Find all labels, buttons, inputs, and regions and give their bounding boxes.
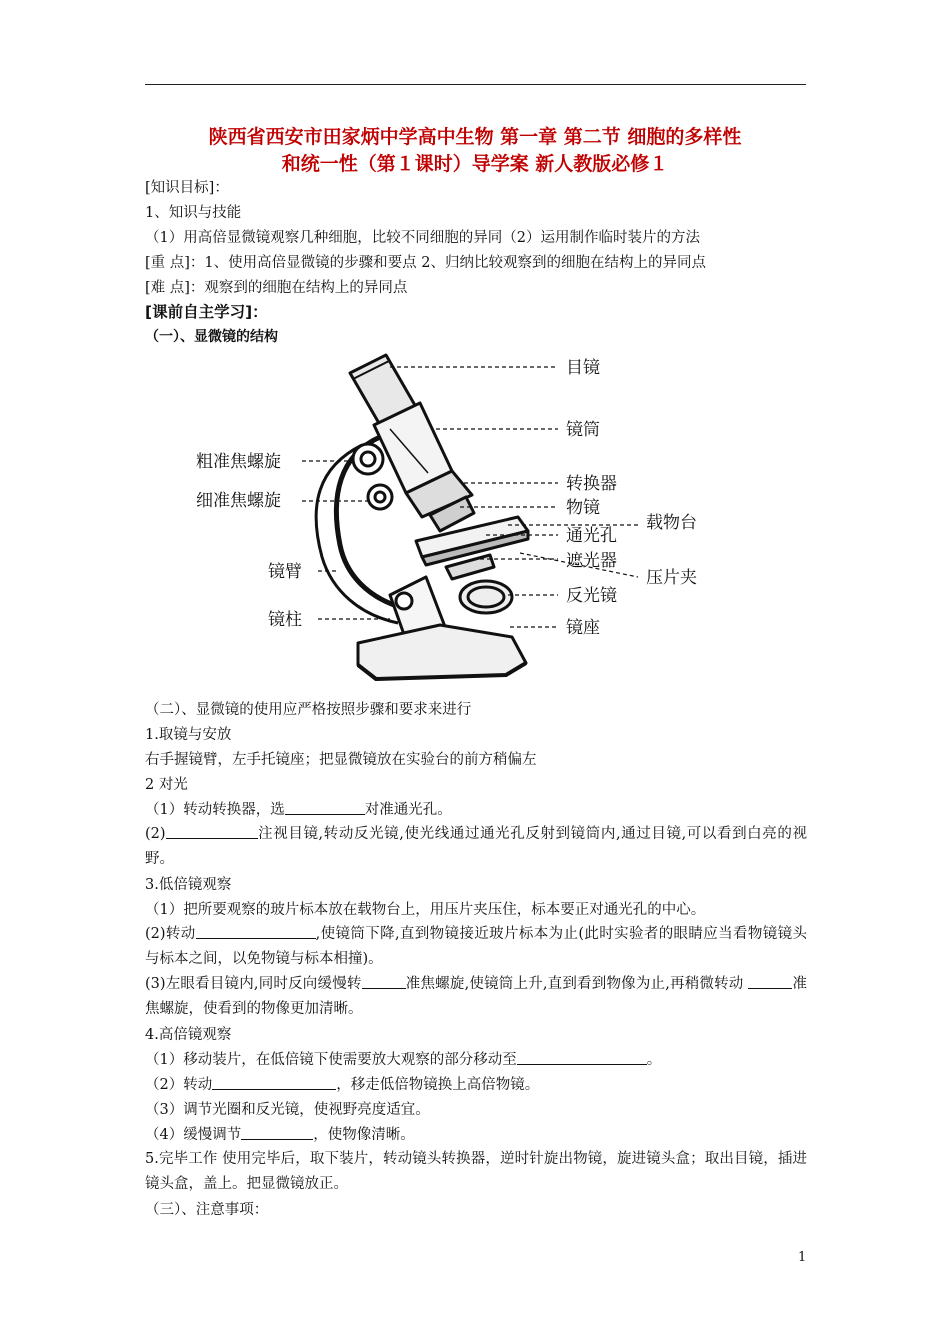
- fill-blank: [166, 824, 258, 839]
- knowledge-objectives-header: [知识目标]：: [145, 180, 229, 196]
- fill-blank: [362, 974, 406, 989]
- document-title-line-1: 陕西省西安市田家炳中学高中生物 第一章 第二节 细胞的多样性: [208, 126, 742, 148]
- document-title-line-2: 和统一性（第１课时）导学案 新人教版必修１: [281, 153, 669, 175]
- label-aperture: 通光孔: [566, 526, 617, 546]
- fill-blank: [285, 800, 365, 815]
- step4-item-2: （2）转动 ，移走低倍物镜换上高倍物镜。: [145, 1077, 540, 1093]
- skills-header: 1、知识与技能: [145, 205, 242, 221]
- step2-item-1: （1）转动转换器，选 对准通光孔。: [145, 802, 452, 818]
- label-arm: 镜臂: [268, 562, 302, 582]
- fill-blank: [241, 1125, 313, 1140]
- label-nosepiece: 转换器: [566, 474, 617, 494]
- header-rule: [145, 84, 806, 85]
- key-points: [重 点]：1、使用高倍显微镜的步骤和要点 2、归纳比较观察到的细胞在结构上的异同点: [145, 255, 706, 271]
- fill-blank: [517, 1050, 647, 1065]
- notes-heading: （三）、注意事项：: [145, 1202, 269, 1218]
- step2-title: 2 对光: [145, 777, 188, 793]
- step1-body: 右手握镜臂，左手托镜座；把显微镜放在实验台的前方稍偏左: [145, 752, 537, 768]
- step4-title: 4.高倍镜观察: [145, 1027, 232, 1043]
- label-base: 镜座: [566, 618, 600, 638]
- step4-item-4: （4）缓慢调节 ，使物像清晰。: [145, 1127, 415, 1143]
- step3-title: 3.低倍镜观察: [145, 877, 232, 893]
- label-eyepiece: 目镜: [566, 358, 600, 378]
- step3-item-2: (2)转动 ,使镜筒下降,直到物镜接近玻片标本为止(此时实验者的眼睛应当看物镜镜头与标本之间，以免物镜与标本相撞)。: [145, 926, 807, 967]
- label-stage: 载物台: [646, 513, 697, 533]
- skills-body: （1）用高倍显微镜观察几种细胞，比较不同细胞的异同（2）运用制作临时装片的方法: [145, 230, 700, 246]
- label-stage-clip: 压片夹: [646, 568, 697, 588]
- label-tube: 镜筒: [566, 420, 600, 440]
- microscope-diagram: [190, 345, 730, 690]
- step1-title: 1.取镜与安放: [145, 727, 232, 743]
- step4-item-1: （1）移动装片，在低倍镜下使需要放大观察的部分移动至 。: [145, 1052, 662, 1068]
- label-fine-focus: 细准焦螺旋: [196, 491, 281, 511]
- usage-heading: （二）、显微镜的使用应严格按照步骤和要求来进行: [145, 702, 472, 718]
- label-objective: 物镜: [566, 498, 600, 518]
- fill-blank: [212, 1075, 336, 1090]
- step4-item-3: （3）调节光圈和反光镜，使视野亮度适宜。: [145, 1102, 430, 1118]
- preview-header: [课前自主学习]：: [145, 303, 268, 321]
- step5: 5.完毕工作 使用完毕后，取下装片，转动镜头转换器，逆时针旋出物镜，旋进镜头盒；取出目镜，插进镜头盒，盖上。把显微镜放正。: [145, 1151, 807, 1192]
- step3-item-3: (3)左眼看目镜内,同时反向缓慢转 准焦螺旋,使镜筒上升,直到看到物像为止,再稍微转动 准焦螺旋，使看到的物像更加清晰。: [145, 976, 808, 1017]
- label-diaphragm: 遮光器: [566, 551, 617, 571]
- fill-blank: [196, 924, 316, 939]
- page-number: 1: [798, 1250, 807, 1265]
- label-pillar: 镜柱: [268, 610, 302, 630]
- difficulty: [难 点]：观察到的细胞在结构上的异同点: [145, 280, 408, 296]
- label-coarse-focus: 粗准焦螺旋: [196, 452, 281, 472]
- label-mirror: 反光镜: [566, 586, 617, 606]
- fill-blank: [748, 974, 792, 989]
- step3-item-1: （1）把所要观察的玻片标本放在载物台上，用压片夹压住，标本要正对通光孔的中心。: [145, 902, 706, 918]
- step2-item-2: (2) 注视目镜,转动反光镜,使光线通过通光孔反射到镜筒内,通过目镜,可以看到白亮的视野。: [145, 826, 807, 867]
- microscope-structure-heading: （一）、显微镜的结构: [145, 329, 278, 345]
